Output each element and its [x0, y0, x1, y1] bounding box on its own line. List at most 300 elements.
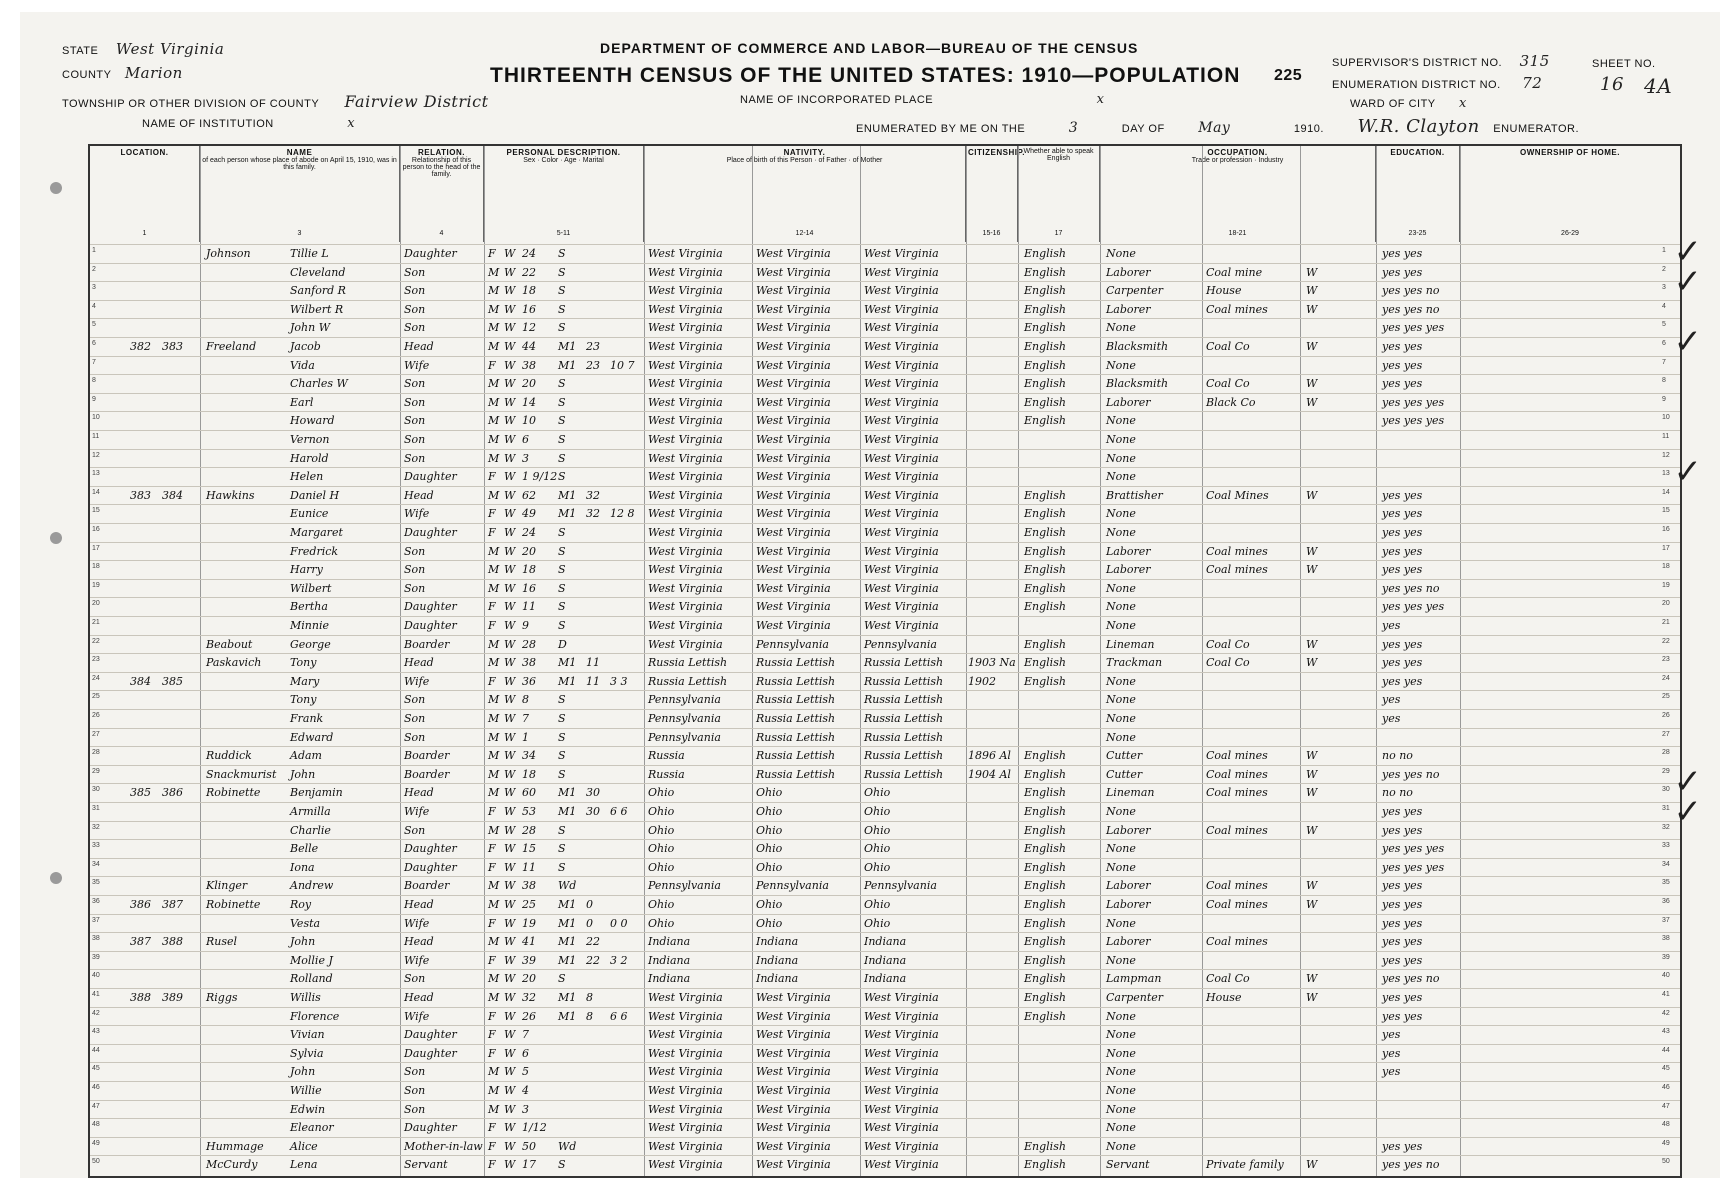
row-line-number: 10 [92, 414, 100, 422]
education: yes yes [1382, 637, 1423, 651]
row-line-number: 8 [92, 377, 96, 385]
marital-status: S [558, 581, 566, 595]
color: W [504, 842, 516, 856]
row-line-number: 19 [1662, 581, 1670, 589]
color: W [504, 674, 516, 688]
column-education [1376, 146, 1460, 242]
relation: Head [404, 935, 434, 949]
mother-birthplace: West Virginia [864, 1009, 939, 1023]
table-row [90, 858, 1680, 877]
father-birthplace: West Virginia [756, 1121, 831, 1135]
citizenship: 1902 [968, 674, 996, 688]
marital-status: M1 [558, 916, 577, 930]
age: 32 [522, 991, 536, 1004]
sex: F [488, 600, 496, 614]
industry: Coal mines [1206, 767, 1268, 781]
sheet-field [1592, 58, 1656, 70]
sex: F [488, 1121, 496, 1135]
marital-status: S [558, 526, 566, 539]
mother-birthplace: Ohio [864, 898, 891, 911]
education: yes yes [1382, 358, 1423, 372]
sex: M [488, 712, 500, 725]
father-birthplace: Russia Lettish [756, 767, 836, 781]
mother-birthplace: Russia Lettish [864, 674, 944, 688]
row-line-number: 15 [1662, 507, 1670, 515]
trade: None [1106, 600, 1136, 614]
incorporated-value: x [1096, 92, 1105, 107]
children: 0 0 [610, 916, 628, 930]
supervisor-field [1332, 52, 1550, 70]
father-birthplace: Pennsylvania [756, 879, 829, 893]
row-line-number: 28 [1662, 749, 1670, 757]
column-citizenship [966, 146, 1025, 242]
sex: F [488, 1158, 496, 1172]
trade: Laborer [1106, 935, 1151, 949]
row-line-number: 41 [1662, 991, 1670, 998]
age: 28 [522, 823, 536, 837]
father-birthplace: West Virginia [756, 1028, 831, 1042]
marital-status: S [558, 712, 566, 725]
table-row [90, 932, 1680, 951]
dwelling-number: 386 [130, 898, 151, 911]
family-number: 387 [162, 898, 183, 911]
given-name: Vernon [290, 433, 330, 446]
age: 44 [522, 340, 536, 353]
industry: Coal mines [1206, 879, 1268, 893]
language: English [1024, 953, 1066, 967]
state-value: West Virginia [115, 40, 225, 58]
row-line-number: 39 [1662, 953, 1670, 961]
checkmark-icon: ✓ [1673, 322, 1702, 362]
ward-label: WARD OF CITY [1350, 98, 1436, 110]
father-birthplace: West Virginia [756, 265, 831, 279]
institution-label: NAME OF INSTITUTION [142, 118, 274, 130]
column-group-title: PERSONAL DESCRIPTION. [506, 148, 621, 157]
age: 4 [522, 1084, 529, 1097]
row-line-number: 26 [1662, 712, 1670, 719]
age: 3 [522, 1102, 529, 1116]
color: W [504, 488, 516, 502]
row-line-number: 4 [92, 302, 96, 310]
employer-status: W [1306, 786, 1318, 800]
mother-birthplace: Russia Lettish [864, 730, 944, 744]
sheet-value: 16 [1600, 74, 1624, 95]
color: W [504, 247, 516, 260]
citizenship: 1896 Al [968, 749, 1011, 763]
row-line-number: 40 [92, 972, 100, 980]
checkmark-icon: ✓ [1673, 262, 1702, 302]
sex: F [488, 526, 496, 539]
mother-birthplace: West Virginia [864, 507, 939, 521]
table-row [90, 281, 1680, 300]
township-value: Fairview District [344, 92, 489, 111]
mother-birthplace: West Virginia [864, 1139, 939, 1153]
industry: Coal mines [1206, 786, 1268, 800]
age: 62 [522, 488, 536, 502]
surname: Robinette [206, 786, 261, 800]
table-row [90, 263, 1680, 282]
birthplace: Ohio [648, 823, 675, 837]
marital-status: M1 [558, 488, 577, 502]
row-line-number: 12 [1662, 451, 1670, 459]
language: English [1024, 1139, 1066, 1153]
language: English [1024, 247, 1066, 260]
row-line-number: 13 [92, 470, 100, 478]
family-number: 384 [162, 488, 183, 502]
trade: Cutter [1106, 749, 1143, 763]
age: 18 [522, 284, 536, 298]
father-birthplace: West Virginia [756, 488, 831, 502]
father-birthplace: Russia Lettish [756, 693, 836, 707]
language: English [1024, 488, 1066, 502]
county-value: Marion [124, 64, 183, 82]
father-birthplace: West Virginia [756, 600, 831, 614]
age: 18 [522, 767, 536, 781]
color: W [504, 767, 516, 781]
marital-status: S [558, 730, 566, 744]
birthplace: Ohio [648, 805, 675, 818]
row-line-number: 37 [92, 916, 100, 924]
given-name: John W [290, 321, 331, 335]
table-row [90, 467, 1680, 486]
children: 3 2 [610, 953, 628, 967]
birthplace: West Virginia [648, 451, 723, 465]
color: W [504, 1139, 516, 1153]
row-line-number: 24 [1662, 674, 1670, 682]
marital-status: M1 [558, 656, 577, 670]
marital-status: S [558, 693, 566, 707]
age: 6 [522, 1046, 529, 1060]
color: W [504, 581, 516, 595]
employer-status: W [1306, 637, 1318, 651]
row-line-number: 20 [92, 600, 100, 608]
birthplace: Ohio [648, 916, 675, 930]
relation: Daughter [404, 247, 457, 260]
education: yes yes [1382, 507, 1423, 521]
industry: Coal Co [1206, 340, 1250, 353]
marital-status: Wd [558, 1139, 577, 1153]
language: English [1024, 563, 1066, 577]
relation: Wife [404, 916, 430, 930]
marital-status: S [558, 749, 566, 763]
birthplace: West Virginia [648, 284, 723, 298]
row-line-number: 14 [92, 488, 100, 496]
dwelling-number: 387 [130, 935, 151, 949]
father-birthplace: West Virginia [756, 470, 831, 484]
row-line-number: 25 [92, 693, 100, 701]
enumerated-label: ENUMERATED BY ME ON THE [856, 123, 1026, 135]
given-name: Helen [290, 470, 324, 484]
education: yes yes [1382, 1139, 1423, 1153]
birthplace: West Virginia [648, 265, 723, 279]
trade: None [1106, 916, 1136, 930]
birthplace: West Virginia [648, 1121, 723, 1135]
education: yes yes [1382, 898, 1423, 911]
given-name: George [290, 637, 331, 651]
trade: Laborer [1106, 563, 1151, 577]
mother-birthplace: Pennsylvania [864, 637, 937, 651]
trade: Lineman [1106, 637, 1155, 651]
age: 1 9/12 [522, 470, 558, 484]
color: W [504, 1028, 516, 1042]
binder-hole-3 [50, 872, 62, 884]
age: 19 [522, 916, 536, 930]
years-married: 22 [586, 935, 600, 949]
relation: Son [404, 972, 426, 986]
trade: Laborer [1106, 302, 1151, 316]
relation: Son [404, 433, 426, 446]
table-row [90, 579, 1680, 598]
trade: None [1106, 470, 1136, 484]
relation: Son [404, 451, 426, 465]
father-birthplace: Pennsylvania [756, 637, 829, 651]
row-line-number: 10 [1662, 414, 1670, 422]
father-birthplace: West Virginia [756, 284, 831, 298]
color: W [504, 1121, 516, 1135]
mother-birthplace: Indiana [864, 935, 907, 949]
given-name: Sylvia [290, 1046, 324, 1060]
table-row [90, 597, 1680, 616]
table-row [90, 1025, 1680, 1044]
given-name: Florence [290, 1009, 340, 1023]
father-birthplace: Ohio [756, 823, 783, 837]
given-name: Benjamin [290, 786, 343, 800]
row-line-number: 8 [1662, 377, 1666, 385]
row-line-number: 35 [92, 879, 100, 887]
institution-field [142, 116, 355, 131]
relation: Daughter [404, 600, 457, 614]
father-birthplace: Ohio [756, 898, 783, 911]
column-number: 1 [142, 230, 147, 237]
given-name: Harry [290, 563, 323, 577]
surname: Freeland [206, 340, 257, 353]
color: W [504, 544, 516, 558]
education: yes yes yes [1382, 395, 1445, 409]
education: yes yes [1382, 674, 1423, 688]
language: English [1024, 526, 1066, 539]
education: yes yes yes [1382, 860, 1445, 874]
table-row [90, 1007, 1680, 1026]
table-row [90, 951, 1680, 970]
column-relation [400, 146, 484, 242]
trade: None [1106, 1028, 1136, 1042]
marital-status: M1 [558, 786, 577, 800]
sex: F [488, 1046, 496, 1060]
language: English [1024, 991, 1066, 1004]
sex: M [488, 377, 500, 391]
industry: Coal Mines [1206, 488, 1269, 502]
father-birthplace: West Virginia [756, 321, 831, 335]
table-row [90, 1137, 1680, 1156]
mother-birthplace: West Virginia [864, 284, 939, 298]
mother-birthplace: West Virginia [864, 451, 939, 465]
binder-hole-2 [50, 532, 62, 544]
mother-birthplace: West Virginia [864, 526, 939, 539]
table-row [90, 1155, 1680, 1174]
industry: Private family [1206, 1158, 1284, 1172]
color: W [504, 749, 516, 763]
row-line-number: 2 [1662, 265, 1666, 273]
employer-status: W [1306, 767, 1318, 781]
age: 3 [522, 451, 529, 465]
birthplace: West Virginia [648, 526, 723, 539]
marital-status: M1 [558, 1009, 577, 1023]
table-row [90, 914, 1680, 933]
enumerated-field [856, 116, 1579, 137]
sex: M [488, 284, 500, 298]
relation: Head [404, 340, 434, 353]
education: yes yes [1382, 1009, 1423, 1023]
column-label: Trade or profession · Industry [1191, 157, 1284, 164]
sex: F [488, 507, 496, 521]
table-row [90, 244, 1680, 263]
table-row [90, 969, 1680, 988]
mother-birthplace: Indiana [864, 972, 907, 986]
sex: M [488, 730, 500, 744]
father-birthplace: West Virginia [756, 247, 831, 260]
employer-status: W [1306, 1158, 1318, 1172]
column-group-title: RELATION. [417, 148, 465, 157]
mother-birthplace: West Virginia [864, 991, 939, 1004]
color: W [504, 637, 516, 651]
birthplace: West Virginia [648, 1139, 723, 1153]
birthplace: Indiana [648, 935, 691, 949]
education: yes yes no [1382, 302, 1440, 316]
marital-status: S [558, 284, 566, 298]
row-line-number: 11 [92, 433, 100, 440]
column-location [90, 146, 200, 242]
table-row [90, 542, 1680, 561]
birthplace: West Virginia [648, 377, 723, 391]
color: W [504, 563, 516, 577]
trade: Laborer [1106, 879, 1151, 893]
table-row [90, 783, 1680, 802]
father-birthplace: Russia Lettish [756, 674, 836, 688]
trade: None [1106, 581, 1136, 595]
father-birthplace: West Virginia [756, 1009, 831, 1023]
binder-hole-1 [50, 182, 62, 194]
marital-status: S [558, 972, 566, 986]
trade: None [1106, 1046, 1136, 1060]
trade: Carpenter [1106, 991, 1164, 1004]
color: W [504, 302, 516, 316]
father-birthplace: West Virginia [756, 526, 831, 539]
mother-birthplace: West Virginia [864, 247, 939, 260]
years-married: 30 [586, 805, 600, 818]
age: 16 [522, 302, 536, 316]
color: W [504, 991, 516, 1004]
relation: Daughter [404, 1046, 457, 1060]
mother-birthplace: West Virginia [864, 1158, 939, 1172]
row-line-number: 32 [92, 823, 100, 831]
age: 1 [522, 730, 529, 744]
row-line-number: 19 [92, 581, 100, 589]
color: W [504, 935, 516, 949]
surname: Riggs [206, 991, 238, 1004]
given-name: Vida [290, 358, 315, 372]
supervisor-label: SUPERVISOR'S DISTRICT NO. [1332, 57, 1503, 69]
family-number: 386 [162, 786, 183, 800]
education: yes yes [1382, 340, 1423, 353]
sex: M [488, 340, 500, 353]
given-name: Charles W [290, 377, 348, 391]
birthplace: Ohio [648, 898, 675, 911]
father-birthplace: West Virginia [756, 991, 831, 1004]
birthplace: Russia Lettish [648, 674, 728, 688]
row-line-number: 9 [92, 395, 96, 403]
relation: Son [404, 265, 426, 279]
row-line-number: 17 [1662, 544, 1670, 552]
father-birthplace: West Virginia [756, 302, 831, 316]
row-line-number: 45 [1662, 1065, 1670, 1073]
birthplace: West Virginia [648, 302, 723, 316]
table-row [90, 1118, 1680, 1137]
trade: None [1106, 674, 1136, 688]
sex: M [488, 433, 500, 446]
column-group-title: CITIZENSHIP. [968, 148, 1025, 157]
birthplace: Pennsylvania [648, 693, 721, 707]
row-line-number: 12 [92, 451, 100, 459]
relation: Son [404, 1102, 426, 1116]
trade: None [1106, 414, 1136, 428]
table-row [90, 635, 1680, 654]
mother-birthplace: Russia Lettish [864, 767, 944, 781]
birthplace: West Virginia [648, 470, 723, 484]
department-heading: DEPARTMENT OF COMMERCE AND LABOR—BUREAU OF THE CENSUS [600, 40, 1139, 56]
sex: M [488, 1084, 500, 1097]
marital-status: M1 [558, 358, 577, 372]
enumerated-day: 3 [1068, 120, 1079, 136]
employer-status: W [1306, 898, 1318, 911]
employer-status: W [1306, 395, 1318, 409]
education: yes yes yes [1382, 414, 1445, 428]
trade: None [1106, 451, 1136, 465]
father-birthplace: West Virginia [756, 1139, 831, 1153]
color: W [504, 656, 516, 670]
color: W [504, 1084, 516, 1097]
years-married: 11 [586, 674, 600, 688]
row-line-number: 18 [92, 563, 100, 571]
table-row [90, 876, 1680, 895]
column-group-title: NATIVITY. [783, 148, 826, 157]
column-label: Whether able to speak English [1023, 148, 1094, 162]
sex: M [488, 972, 500, 986]
table-row [90, 374, 1680, 393]
sex: M [488, 544, 500, 558]
age: 15 [522, 842, 536, 856]
trade: None [1106, 1065, 1136, 1079]
enumeration-field [1332, 74, 1542, 92]
mother-birthplace: Pennsylvania [864, 879, 937, 893]
relation: Daughter [404, 1028, 457, 1042]
state-label: STATE [62, 45, 99, 57]
age: 12 [522, 321, 536, 335]
sex: M [488, 693, 500, 707]
table-row [90, 1062, 1680, 1081]
column-group-title: OCCUPATION. [1207, 148, 1268, 157]
education: yes yes no [1382, 767, 1440, 781]
relation: Daughter [404, 860, 457, 874]
given-name: Iona [290, 860, 315, 874]
mother-birthplace: Russia Lettish [864, 749, 944, 763]
color: W [504, 377, 516, 391]
sex: F [488, 1028, 496, 1042]
given-name: Daniel H [290, 488, 340, 502]
given-name: John [290, 1065, 316, 1079]
surname: Ruddick [206, 749, 252, 763]
education: yes [1382, 619, 1401, 632]
row-line-number: 22 [1662, 637, 1670, 645]
